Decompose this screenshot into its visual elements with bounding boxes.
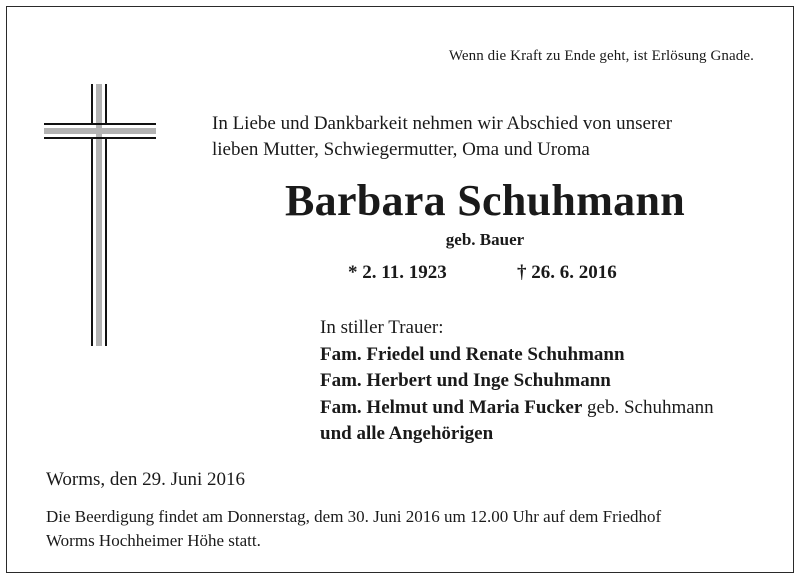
mourners-block — [320, 315, 770, 448]
mourner-line — [320, 421, 770, 448]
mourner-line — [320, 395, 770, 422]
death-date: † 26. 6. 2016 — [517, 262, 617, 283]
mourners-intro: In stiller Trauer: — [320, 317, 444, 338]
mourner-bold: und alle Angehörigen — [320, 423, 494, 444]
intro-line-2: lieben Mutter, Schwiegermutter, Oma und Uroma — [212, 139, 590, 160]
mourner-bold: Fam. Herbert und Inge Schuhmann — [320, 370, 611, 391]
intro-text — [212, 111, 772, 163]
birth-date: * 2. 11. 1923 — [348, 262, 447, 283]
mourner-normal: geb. Schuhmann — [582, 396, 714, 418]
deceased-name: Barbara Schuhmann — [285, 176, 685, 225]
mourner-line — [320, 342, 770, 369]
place-date: Worms, den 29. Juni 2016 — [46, 469, 246, 490]
funeral-line-1: Die Beerdigung findet am Donnerstag, dem 30. Juni 2016 um 12.00 Uhr auf dem Friedhof — [46, 507, 662, 526]
cross-icon — [40, 80, 160, 350]
maiden-name: geb. Bauer — [445, 230, 525, 249]
intro-line-1: In Liebe und Dankbarkeit nehmen wir Abschied von unserer — [212, 113, 673, 134]
motto: Wenn die Kraft zu Ende geht, ist Erlösung Gnade. — [448, 48, 754, 64]
funeral-line-2: Worms Hochheimer Höhe statt. — [46, 531, 261, 550]
funeral-info — [46, 505, 766, 553]
mourner-line — [320, 368, 770, 395]
mourner-bold: Fam. Friedel und Renate Schuhmann — [320, 343, 625, 365]
mourner-bold: Fam. Helmut und Maria Fucker — [320, 396, 583, 418]
